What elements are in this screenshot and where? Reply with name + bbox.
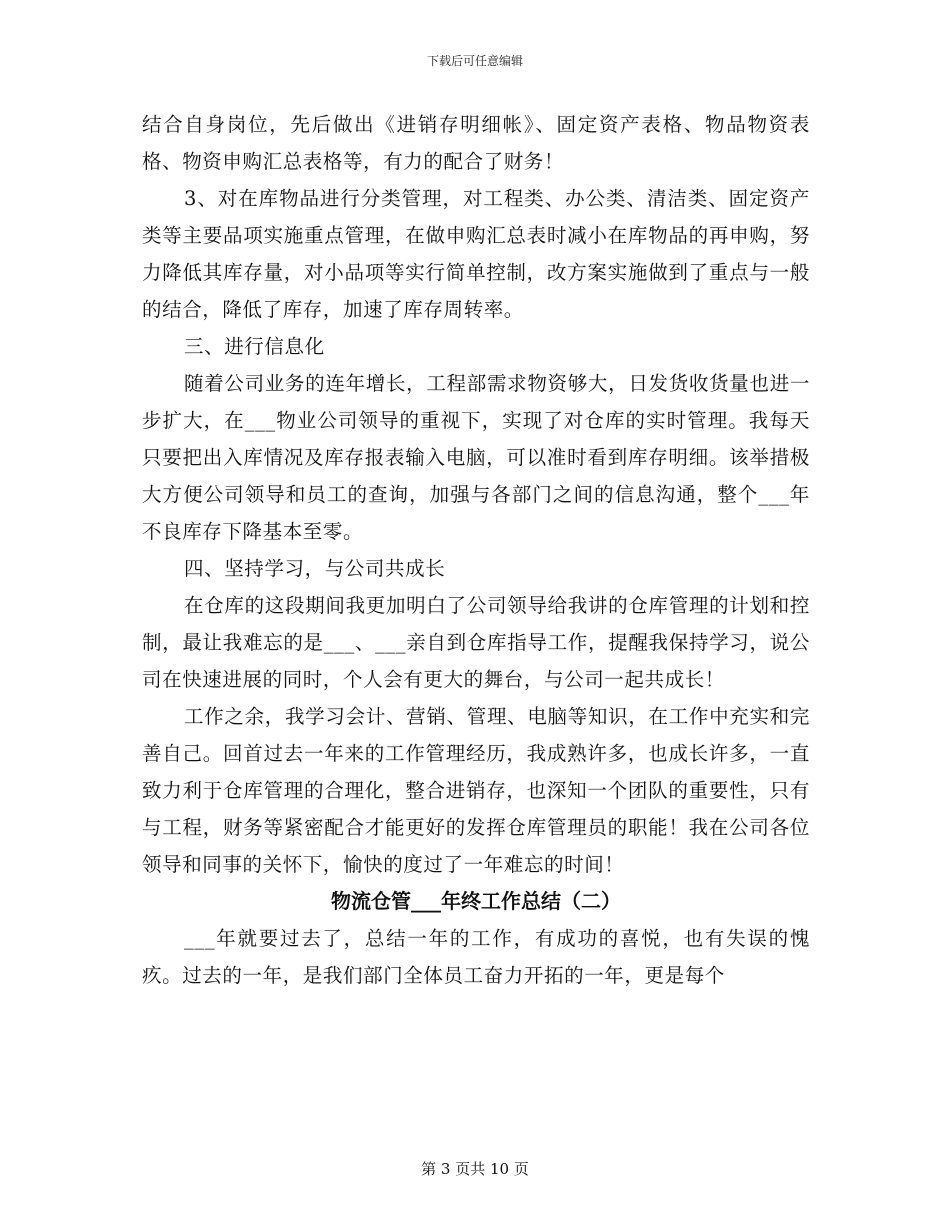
section-title-summary-two: 物流仓管___年终工作总结（二） [331, 889, 621, 913]
section-heading-learning: 四、坚持学习，与公司共成长 [184, 557, 446, 580]
paragraph-year-end-intro: ___年就要过去了，总结一年的工作，有成功的喜悦，也有失误的愧疚。过去的一年，是我们部门全体员工奋力开拓的一年，更是每个 [142, 927, 810, 987]
document-body [142, 106, 810, 994]
paragraph-classification: 3、对在库物品进行分类管理，对工程类、办公类、清洁类、固定资产类等主要品项实施重点管理，在做申购汇总表时减小在库物品的再申购，努力降低其库存量，对小品项等实行简单控制，改方案实施做到了重点与一般的结合，降低了库存，加速了库存周转率。 [142, 187, 810, 321]
paragraph-self-improvement: 工作之余，我学习会计、营销、管理、电脑等知识，在工作中充实和完善自己。回首过去一年来的工作管理经历，我成熟许多，也成长许多，一直致力利于仓库管理的合理化，整合进销存，也深知一个团队的重要性，只有与工程，财务等紧密配合才能更好的发挥仓库管理员的职能！我在公司各位领导和同事的关怀下，愉快的度过了一年难忘的时间！ [142, 705, 810, 876]
paragraph-learning: 在仓库的这段期间我更加明白了公司领导给我讲的仓库管理的计划和控制，最让我难忘的是___、___亲自到仓库指导工作，提醒我保持学习，说公司在快速进展的同时，个人会有更大的舞台，与公司一起共成长！ [142, 594, 810, 691]
page-header: 下载后可任意编辑 [426, 54, 523, 68]
section-heading-informatization: 三、进行信息化 [184, 335, 325, 358]
paragraph-informatization: 随着公司业务的连年增长，工程部需求物资够大，日发货收货量也进一步扩大，在___物业公司领导的重视下，实现了对仓库的实时管理。我每天只要把出入库情况及库存报表输入电脑，可以准时看到库存明细。该举措极大方便公司领导和员工的查询，加强与各部门之间的信息沟通，整个___年不良库存下降基本至零。 [142, 372, 810, 543]
page-number-footer: 第 3 页共 10 页 [421, 1160, 529, 1178]
paragraph-inventory-forms: 结合自身岗位，先后做出《进销存明细帐》、固定资产表格、物品物资表格、物资申购汇总表格等，有力的配合了财务！ [142, 113, 810, 173]
